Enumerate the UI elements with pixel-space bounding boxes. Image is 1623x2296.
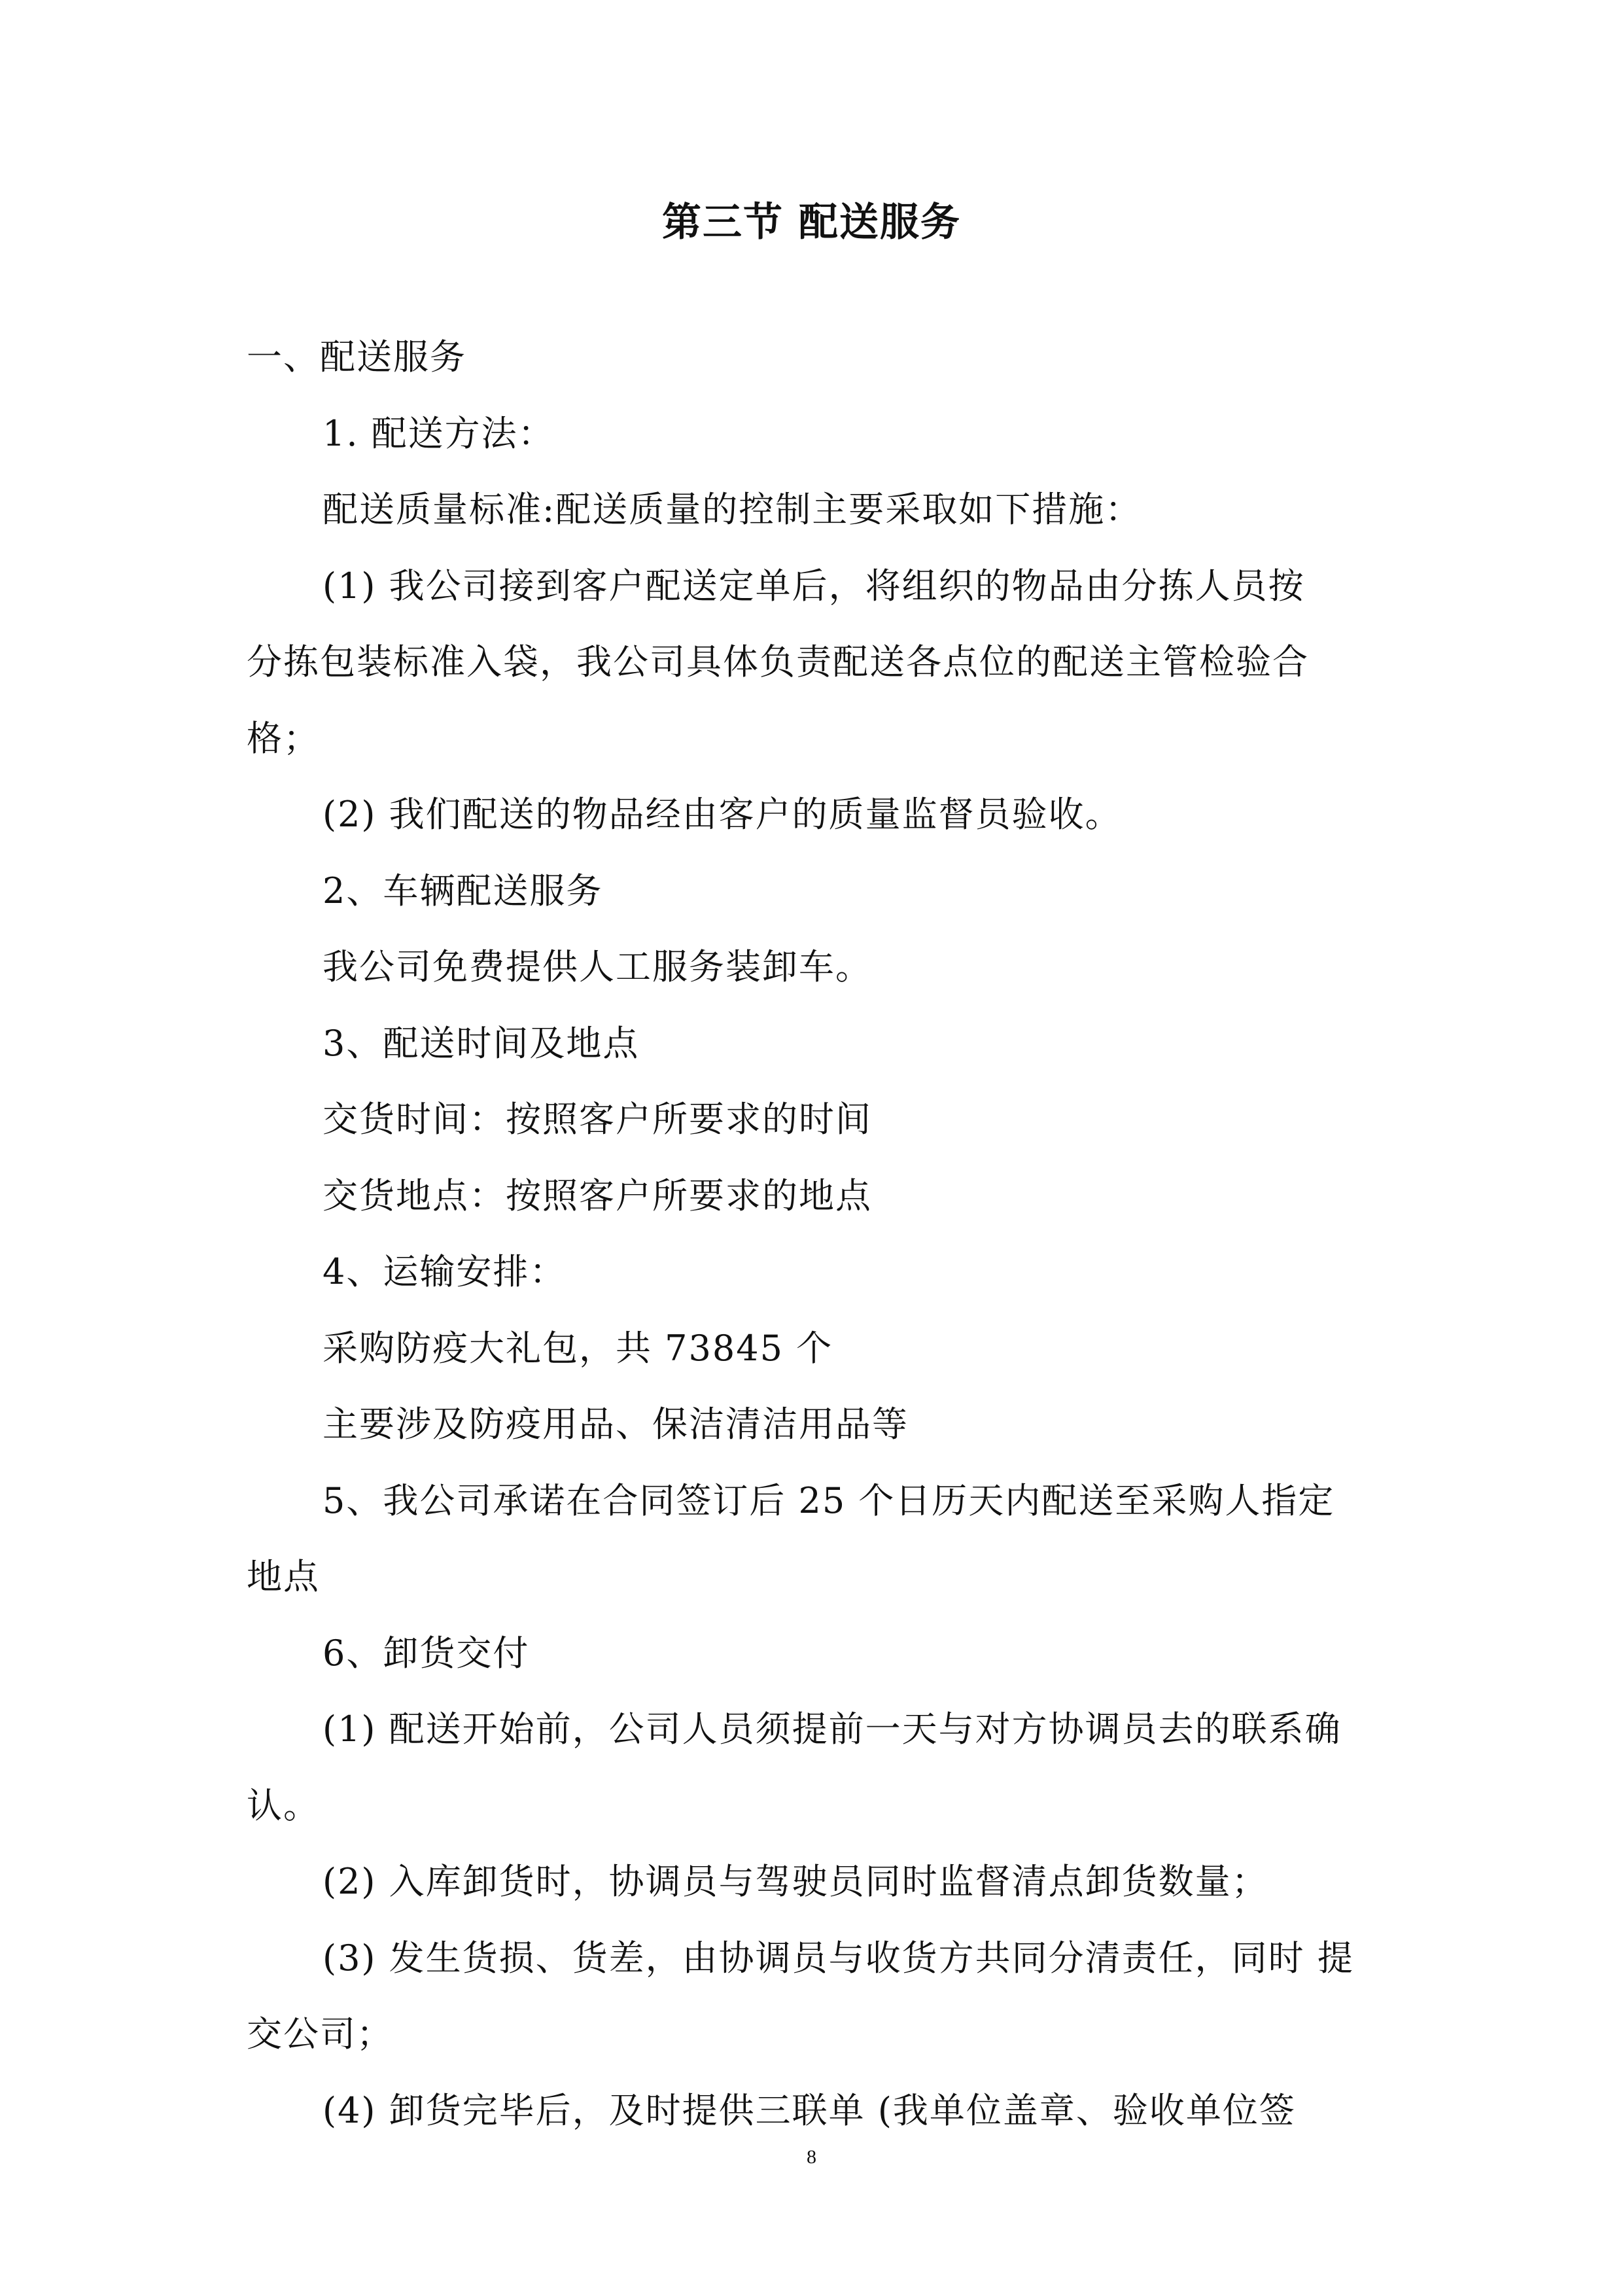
item-unloading: 6、卸货交付 (323, 1632, 530, 1674)
paragraph-line: 认。 (247, 1784, 320, 1826)
paragraph-line: (3) 发生货损、货差，由协调员与收货方共同分清责任，同时 提 (323, 1937, 1354, 1979)
delivery-time: 交货时间：按照客户所要求的时间 (323, 1099, 872, 1140)
paragraph-line: (2) 我们配送的物品经由客户的质量监督员验收。 (323, 794, 1122, 835)
item-time-location: 3、配送时间及地点 (323, 1022, 640, 1064)
quality-standard: 配送质量标准:配送质量的控制主要采取如下措施： (323, 489, 1142, 530)
paragraph-line: (4) 卸货完毕后，及时提供三联单 (我单位盖章、验收单位签 (323, 2089, 1296, 2131)
paragraph-line: 地点 (247, 1556, 320, 1597)
procurement-quantity: 采购防疫大礼包，共 73845 个 (323, 1327, 833, 1369)
body-text (247, 319, 1381, 2149)
page-title: 第三节 配送服务 (662, 200, 961, 245)
item-transport: 4、运输安排： (323, 1251, 567, 1292)
heading-distribution-service: 一、配送服务 (247, 336, 466, 378)
paragraph-line: (1) 配送开始前，公司人员须提前一天与对方协调员去的联系确 (323, 1708, 1342, 1750)
item-vehicle-service: 2、车辆配送服务 (323, 870, 603, 911)
paragraph-line: 分拣包装标准入袋，我公司具体负责配送各点位的配送主管检验合 (247, 641, 1309, 682)
paragraph-line: 我公司免费提供人工服务装卸车。 (323, 946, 872, 987)
paragraph-line: (2) 入库卸货时，协调员与驾驶员同时监督清点卸货数量； (323, 1861, 1268, 1902)
item-commitment: 5、我公司承诺在合同签订后 25 个日历天内配送至采购人指定 (323, 1479, 1335, 1521)
paragraph-line: 交公司； (247, 2013, 393, 2055)
paragraph-line: 格； (247, 717, 320, 759)
delivery-location: 交货地点：按照客户所要求的地点 (323, 1174, 872, 1216)
paragraph-line: (1) 我公司接到客户配送定单后，将组织的物品由分拣人员按 (323, 565, 1305, 607)
item-distribution-method: 1. 配送方法： (323, 412, 555, 454)
paragraph-line: 主要涉及防疫用品、保洁清洁用品等 (323, 1404, 909, 1445)
page-number: 8 (807, 2146, 816, 2168)
